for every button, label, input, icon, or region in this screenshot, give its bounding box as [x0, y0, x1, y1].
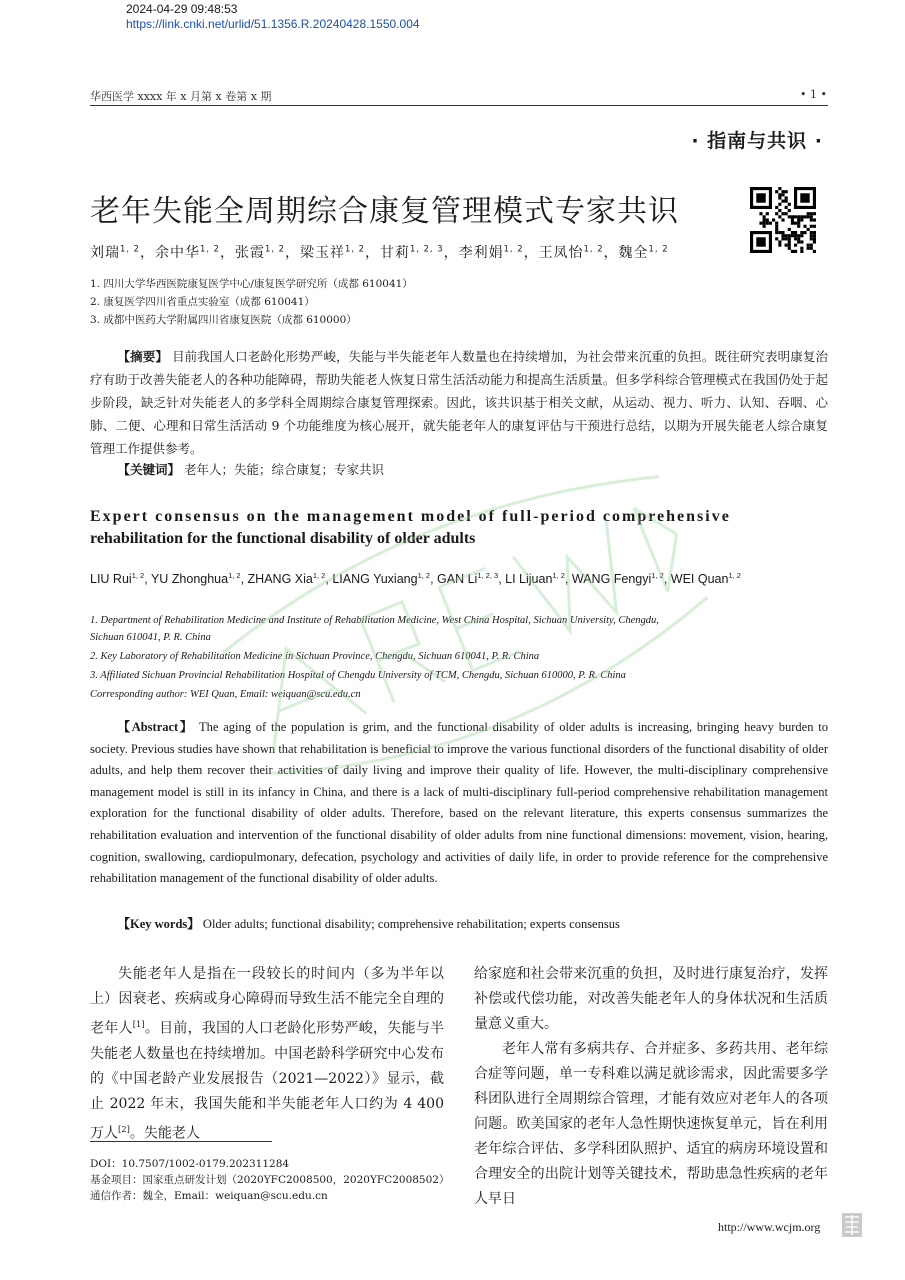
author-affiliation-marker: 1, 2 [417, 571, 431, 580]
author-affiliation-marker: 1, 2 [131, 571, 145, 580]
author-name: LIU Rui [90, 572, 132, 587]
author-affiliation-marker: 1, 2 [264, 243, 285, 254]
affiliation-en-1: 1. Department of Rehabilitation Medicine and Institute of Rehabilitation Medicine, West China Hospital, Sichuan University, Chengdu, [90, 615, 659, 626]
body-left-text-a: 失能老年人是指在一段较长的时间内（多为半年以上）因衰老、疾病或身心障碍而导致生活不能完全自理的老年人 [90, 966, 444, 1037]
page-number: • 1 • [800, 88, 827, 101]
header-rule [90, 105, 828, 106]
author-name: WANG Fengyi [571, 572, 652, 587]
journal-running-head: 华西医学 xxxx 年 x 月第 x 卷第 x 期 [90, 90, 272, 103]
affiliation-zh-2: 2. 康复医学四川省重点实验室（成都 610041） [90, 296, 315, 308]
authors-english: LIU Rui$^{1, 2}$, YU Zhonghua$^{1, 2}$, ZHANG Xia$^{1, 2}$, LIANG Yuxiang$^{1, 2}$, GAN Li$^{1, 2, 3}$, LI Lijuan$^{1, 2}$, WANG Fengyi$^{1, 2}$, WEI Quan$^{1, 2}$ [90, 571, 741, 587]
author-name: 魏全 [618, 245, 649, 261]
affiliation-zh-3: 3. 成都中医药大学附属四川省康复医院（成都 610000） [90, 314, 357, 326]
title-chinese: 老年失能全周期综合康复管理模式专家共识 [90, 194, 679, 229]
abstract-chinese [90, 345, 828, 460]
author-affiliation-marker: 1, 2 [728, 571, 741, 580]
download-timestamp: 2024-04-29 09:48:53 [126, 2, 238, 16]
footnote-fund: 基金项目：国家重点研发计划（2020YFC2008500，2020YFC2008502） [90, 1174, 450, 1186]
author-name: 李利娟 [458, 245, 504, 261]
author-affiliation-marker: 1, 2 [503, 243, 524, 254]
author-affiliation-marker: 1, 2 [312, 571, 326, 580]
cnki-url-link[interactable]: https://link.cnki.net/urlid/51.1356.R.20240428.1550.004 [126, 17, 420, 31]
author-affiliation-marker: 1, 2 [228, 571, 241, 580]
author-affiliation-marker: 1, 2, 3 [477, 571, 499, 580]
author-name: WEI Quan [670, 572, 729, 587]
abstract-en-label: 【Abstract】 [117, 720, 195, 734]
author-name: LI Lijuan [505, 572, 553, 587]
author-name: ZHANG Xia [247, 572, 313, 587]
affiliation-en-1-cont: Sichuan 610041, P. R. China [90, 632, 211, 643]
author-name: 王凤怡 [538, 245, 584, 261]
author-name: 张霞 [234, 245, 265, 261]
authors-chinese: 刘瑞$^{1, 2}$，余中华$^{1, 2}$，张霞$^{1, 2}$，梁玉祥$^{1, 2}$，甘莉$^{1, 2, 3}$，李利娟$^{1, 2}$，王凤怡$^{1, 2}$，魏全$^{1, 2}$ [90, 243, 669, 261]
body-left-text-b: 。目前，我国的人口老龄化形势严峻，失能与半失能老人数量也在持续增加。中国老龄科学研究中心发布的《中国老龄产业发展报告（2021—2022）》显示，截止 2022 年末，我国失能和半失能老年人口约为 4 400 万人 [90, 1020, 444, 1142]
body-right-para-1: 给家庭和社会带来沉重的负担，及时进行康复治疗，发挥补偿或代偿功能，对改善失能老年人的身体状况和生活质量意义重大。 [474, 966, 828, 1032]
author-affiliation-marker: 1, 2 [651, 571, 664, 580]
citation-1[interactable]: [1] [132, 1019, 145, 1029]
author-affiliation-marker: 1, 2 [344, 243, 365, 254]
author-name: 刘瑞 [90, 245, 120, 261]
affiliation-en-3: 3. Affiliated Sichuan Provincial Rehabilitation Hospital of Chengdu University of TCM, Chengdu, Sichuan 610000, P. R. China [90, 670, 626, 681]
citation-2[interactable]: [2] [118, 1123, 130, 1134]
author-name: YU Zhonghua [150, 572, 229, 587]
keywords-en-text: Older adults; functional disability; comprehensive rehabilitation; experts consensus [202, 917, 620, 931]
footnote-rule [90, 1141, 272, 1142]
section-tag: · 指南与共识 · [691, 130, 823, 152]
footnote-corresponding: 通信作者：魏全，Email：weiquan@scu.edu.cn [90, 1190, 328, 1202]
abstract-zh-label: 【摘要】 [117, 349, 168, 364]
author-affiliation-marker: 1, 2 [648, 243, 669, 254]
keywords-chinese [90, 458, 828, 481]
author-affiliation-marker: 1, 2 [199, 243, 220, 254]
journal-website-link[interactable]: http://www.wcjm.org [718, 1220, 821, 1234]
abstract-english [90, 717, 828, 890]
footnote-doi: DOI：10.7507/1002-0179.202311284 [90, 1158, 290, 1170]
author-affiliation-marker: 1, 2 [120, 243, 140, 254]
body-right-para-2: 老年人常有多病共存、合并症多、多药共用、老年综合症等问题，单一专科难以满足就诊需求，因此需要多学科团队进行全周期综合管理，才能有效应对老年人的各项问题。欧美国家的老年人急性期快速恢复单元，旨在利用老年综合评估、多学科团队照护、适宜的病房环境设置和合理安全的出院计划等关键技术，帮助患急性疾病的老年人早日 [474, 1041, 828, 1207]
affiliation-en-2: 2. Key Laboratory of Rehabilitation Medicine in Sichuan Province, Chengdu, Sichuan 610041, P. R. China [90, 651, 540, 662]
title-english [90, 506, 790, 550]
corresponding-author-en: Corresponding author: WEI Quan, Email: weiquan@scu.edu.cn [90, 689, 361, 700]
title-en-line-1: Expert consensus on the management model of full-period comprehensive [90, 508, 731, 525]
author-name: LIANG Yuxiang [332, 572, 418, 587]
abstract-zh-text: 目前我国人口老龄化形势严峻，失能与半失能老年人数量也在持续增加，为社会带来沉重的负担。既往研究表明康复治疗有助于改善失能老人的各种功能障碍，帮助失能老人恢复日常生活活动能力和提高生活质量。但多学科综合管理模式在我国仍处于起步阶段，缺乏针对失能老人的多学科全周期综合康复管理探索。因此，该共识基于相关文献，从运动、视力、听力、认知、吞咽、心肺、二便、心理和日常生活活动 9 个功能维度为核心展开，就失能老年人的康复评估与干预进行总结，以期为开展失能老人综合康复管理工作提供参考。 [90, 349, 828, 456]
author-affiliation-marker: 1, 2 [552, 571, 565, 580]
keywords-zh-text: 老年人；失能；综合康复；专家共识 [184, 462, 385, 477]
qr-code-icon[interactable] [750, 187, 816, 253]
author-affiliation-marker: 1, 2, 3 [409, 243, 444, 254]
keywords-english [90, 914, 828, 936]
body-left-column [90, 962, 444, 1146]
body-left-text-c: 。失能老人 [129, 1125, 200, 1142]
abstract-en-text: The aging of the population is grim, and the functional disability of older adults is increasing, bringing heavy burden to society. Previous studies have shown that rehabilitation is beneficial to improve the various functional disorders of the functional disability of older adults, and help them recover their activities of daily living and improve their quality of life. However, the multi-disciplinary comprehensive management model is still in its infancy in China, and there is a lack of multi-disciplinary full-period comprehensive rehabilitation management exploration for the functional disability of older adults. Therefore, based on the relevant literature, this experts consensus summarizes the rehabilitation evaluation and intervention of the functional disability of older adults from nine functional dimensions: movement, vision, hearing, cognition, swallowing, cardiopulmonary, defecation, psychology and activities of daily life, in order to provide reference for the comprehensive rehabilitation management of the functional disability of older adults. [90, 720, 829, 886]
affiliation-zh-1: 1. 四川大学华西医院康复医学中心/康复医学研究所（成都 610041） [90, 278, 413, 290]
keywords-zh-label: 【关键词】 [117, 462, 181, 477]
author-name: 甘莉 [379, 245, 410, 261]
title-en-line-2: rehabilitation for the functional disability of older adults [90, 530, 476, 547]
author-name: 梁玉祥 [299, 245, 345, 261]
journal-logo-icon [841, 1212, 863, 1238]
author-affiliation-marker: 1, 2 [583, 243, 604, 254]
body-right-column [474, 962, 828, 1212]
author-name: GAN Li [437, 572, 478, 587]
keywords-en-label: 【Key words】 [117, 917, 200, 931]
author-name: 余中华 [154, 245, 200, 261]
